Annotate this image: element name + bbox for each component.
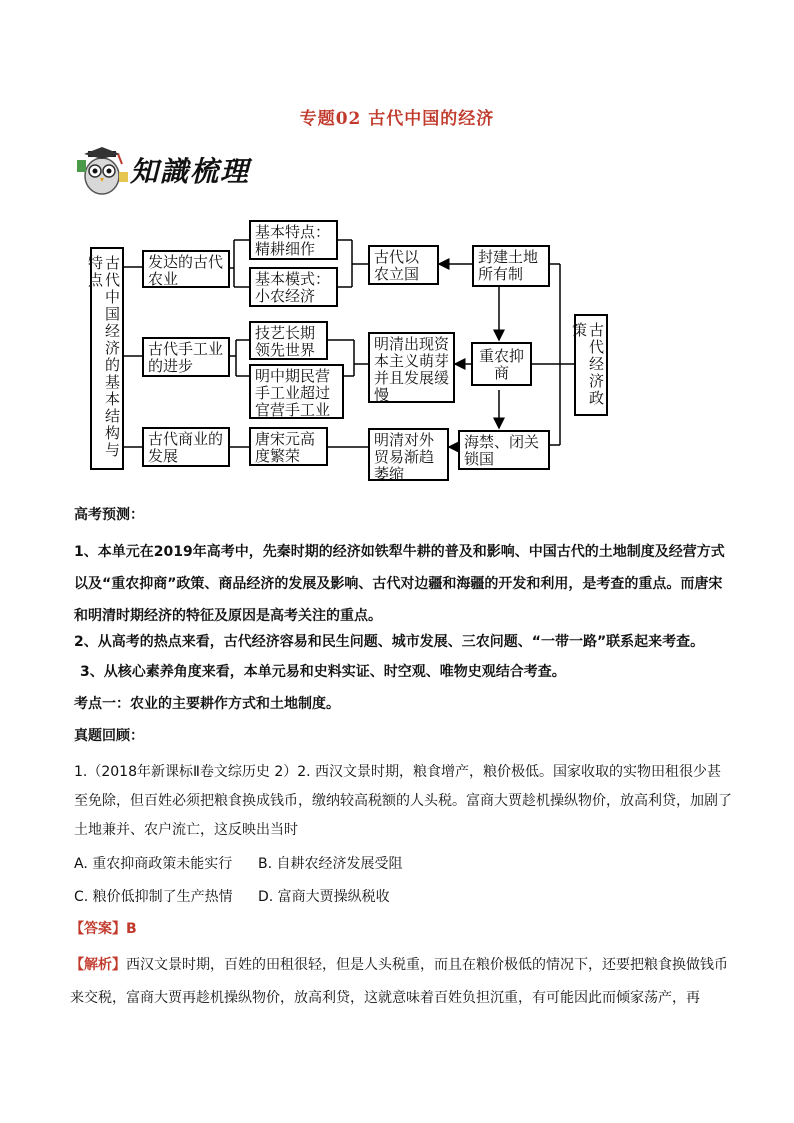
diagram-craft-box: 古代手工业的进步 xyxy=(142,337,230,377)
diagram-trade-box: 明清对外贸易渐趋萎缩 xyxy=(368,428,449,481)
analysis-body: 西汉文景时期，百姓的田租很轻，但是人头税重，而且在粮价极低的情况下，还要把粮食换做钱币来交税，富商大贾再趁机操纵物价，放高利贷，这就意味着百姓负担沉重，有可能因此而倾家荡产，再 xyxy=(70,957,728,1006)
answer-line xyxy=(70,918,730,938)
forecast-heading: 高考预测： xyxy=(74,507,144,523)
forecast-paragraph-1: 1、本单元在2019年高考中，先秦时期的经济如铁犁牛耕的普及和影响、中国古代的土地制度及经营方式以及“重农抑商”政策、商品经济的发展及影响、古代对边疆和海疆的开发和利用，是考查的重点。而唐宋和明清时期经济的特征及原因是高考关注的重点。 xyxy=(74,544,725,624)
analysis-label: 【解析】 xyxy=(70,957,126,973)
diagram-craft-private-box: 明中期民营手工业超过官营手工业 xyxy=(249,364,344,419)
diagram-capital-box: 明清出现资本主义萌芽并且发展缓慢 xyxy=(368,332,455,403)
diagram-root-box: 古代中国经济的基本结构与特点 xyxy=(90,247,124,470)
diagram-agri-feature-box: 基本特点：精耕细作 xyxy=(249,220,338,260)
diagram-policy-box: 古代经济政策 xyxy=(574,314,608,416)
forecast-paragraph-2: 2、从高考的热点来看，古代经济容易和民生问题、城市发展、三农问题、“一带一路”联系起来考查。 xyxy=(74,634,705,650)
banner-logo-text: 知識梳理 xyxy=(130,155,251,188)
option-a: A. 重农抑商政策未能实行 xyxy=(74,856,233,872)
option-d: D. 富商大贾操纵税收 xyxy=(258,889,390,905)
diagram-zhongnong-box: 重农抑商 xyxy=(471,342,532,386)
page-title: 专题02 古代中国的经济 xyxy=(299,109,495,129)
diagram-prosper-box: 唐宋元高度繁荣 xyxy=(249,427,328,466)
option-b: B. 自耕农经济发展受阻 xyxy=(258,856,403,872)
section-banner xyxy=(74,144,252,196)
diagram-land-box: 封建土地所有制 xyxy=(472,245,550,287)
review-heading: 真题回顾： xyxy=(74,728,144,744)
forecast-paragraph-3: 3、从核心素养角度来看，本单元易和史料实证、时空观、唯物史观结合考查。 xyxy=(80,664,566,680)
exam-point-heading: 考点一：农业的主要耕作方式和土地制度。 xyxy=(74,696,340,712)
diagram-agri-box: 发达的古代农业 xyxy=(142,250,230,288)
diagram-craft-skill-box: 技艺长期领先世界 xyxy=(249,321,328,360)
diagram-agri-mode-box: 基本模式：小农经济 xyxy=(249,267,338,307)
answer-value: B xyxy=(126,921,137,937)
question-1-text: 1.（2018年新课标Ⅱ卷文综历史 2）2. 西汉文景时期，粮食增产，粮价极低。国家收取的实物田租很少甚至免除，但百姓必须把粮食换成钱币，缴纳较高税额的人头税。富商大贾趁机操纵物价，放高利贷，加剧了土地兼并、农户流亡，这反映出当时 xyxy=(74,764,732,838)
answer-label: 【答案】 xyxy=(70,921,126,937)
analysis-text xyxy=(70,949,734,1015)
option-c: C. 粮价低抑制了生产热情 xyxy=(74,889,233,905)
diagram-haijin-box: 海禁、闭关锁国 xyxy=(458,430,550,470)
diagram-agri-base-box: 古代以农立国 xyxy=(368,245,439,285)
owl-mascot-icon xyxy=(74,144,130,196)
diagram-commerce-box: 古代商业的发展 xyxy=(142,427,230,467)
